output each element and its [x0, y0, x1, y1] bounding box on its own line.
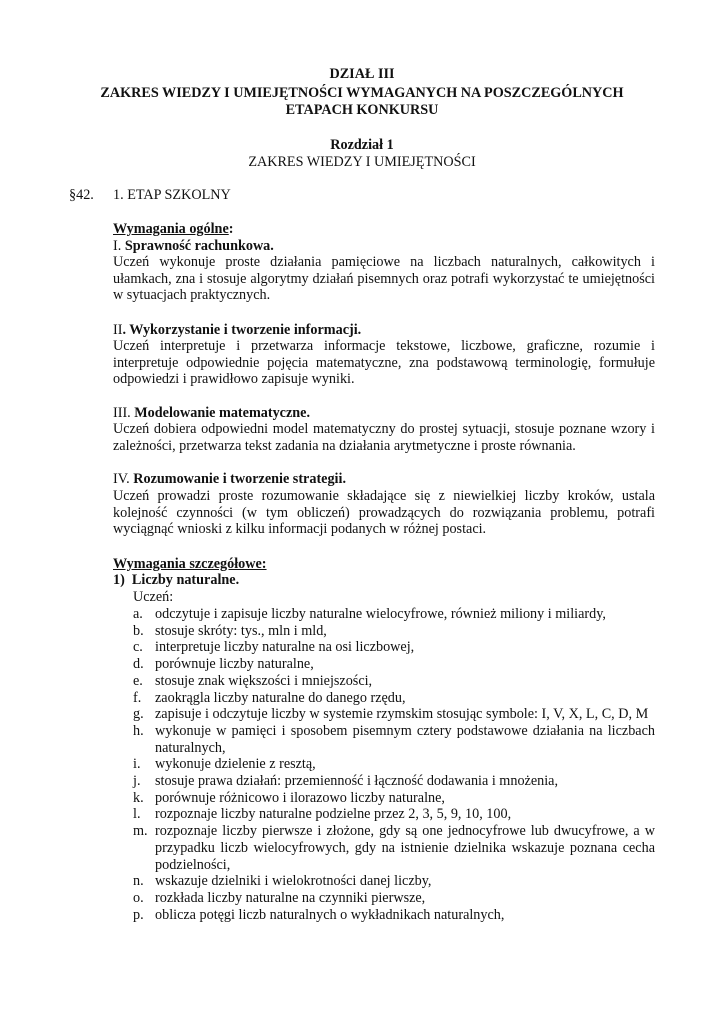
detailed-heading: Wymagania szczegółowe:	[113, 556, 267, 572]
list-item	[133, 656, 655, 673]
general-item-4-text: Uczeń prowadzi proste rozumowanie składające się z niewielkiej liczby kroków, ustala kolejność czynności (w tym obliczeń) prowadzących do rozwiązania problemu, potrafi wyciągnąć wnioski z kilku informacji podanych w różnej postaci.	[113, 488, 655, 538]
list-item-text: wykonuje dzielenie z resztą,	[155, 756, 316, 773]
general-item-2-numeral: II	[113, 322, 123, 338]
list-item-label: p.	[133, 906, 144, 923]
list-item-label: h.	[133, 722, 144, 739]
list-item	[133, 606, 655, 623]
chapter-label: Rozdział 1	[330, 137, 394, 153]
list-item	[133, 623, 655, 640]
general-item-1-heading	[113, 238, 274, 255]
general-item-2-title: . Wykorzystanie i tworzenie informacji.	[122, 322, 362, 338]
chapter-title: ZAKRES WIEDZY I UMIEJĘTNOŚCI	[248, 154, 476, 170]
list-item-text: rozpoznaje liczby naturalne podzielne przez 2, 3, 5, 9, 10, 100,	[155, 806, 512, 823]
list-item	[133, 723, 655, 756]
main-title-line2: ETAPACH KONKURSU	[285, 102, 439, 118]
list-item	[133, 890, 655, 907]
general-item-1-text: Uczeń wykonuje proste działania pamięciowe na liczbach naturalnych, całkowitych i ułamkach, zna i stosuje algorytmy działań pisemnych oraz potrafi wykorzystać te umiejętności w sytuacjach praktycznych.	[113, 254, 655, 304]
list-item-text: porównuje różnicowo i ilorazowo liczby naturalne,	[155, 789, 445, 806]
list-item-text: oblicza potęgi liczb naturalnych o wykładnikach naturalnych,	[155, 906, 505, 923]
list-item	[133, 773, 655, 790]
list-item-text: odczytuje i zapisuje liczby naturalne wielocyfrowe, również miliony i miliardy,	[155, 606, 606, 622]
list-item	[133, 690, 655, 707]
list-item-text: porównuje liczby naturalne,	[155, 656, 314, 673]
list-item-text: stosuje prawa działań: przemienność i łączność dodawania i mnożenia,	[155, 773, 559, 790]
list-item-text: stosuje znak większości i mniejszości,	[155, 672, 373, 689]
list-item-text: stosuje skróty: tys., mln i mld,	[155, 622, 327, 639]
list-item-text: wykonuje w pamięci i sposobem pisemnym cztery podstawowe działania na liczbach naturalnych,	[155, 722, 655, 756]
stage-title: 1. ETAP SZKOLNY	[113, 187, 231, 203]
list-item-label: b.	[133, 622, 144, 639]
list-item	[133, 673, 655, 690]
list-item-label: d.	[133, 656, 144, 673]
general-item-4-numeral: IV.	[113, 471, 130, 487]
list-item-text: rozkłada liczby naturalne na czynniki pierwsze,	[155, 889, 426, 906]
general-item-4-title: Rozumowanie i tworzenie strategii.	[133, 471, 346, 487]
section-title: DZIAŁ III	[329, 66, 395, 82]
main-title-line1: ZAKRES WIEDZY I UMIEJĘTNOŚCI WYMAGANYCH NA POSZCZEGÓLNYCH	[100, 85, 624, 101]
list-item-label: f.	[133, 689, 142, 706]
general-item-3-heading	[113, 405, 310, 422]
detailed-section-heading	[113, 572, 239, 589]
general-item-1-numeral: I.	[113, 238, 122, 254]
general-item-1-title: Sprawność rachunkowa.	[124, 238, 274, 254]
list-item-text: zaokrągla liczby naturalne do danego rzędu,	[155, 689, 406, 706]
list-item	[133, 823, 655, 873]
list-item-label: e.	[133, 672, 143, 689]
general-heading	[113, 221, 233, 238]
list-item-label: n.	[133, 873, 144, 890]
list-item-label: g.	[133, 706, 144, 723]
general-item-2-text: Uczeń interpretuje i przetwarza informacje tekstowe, liczbowe, graficzne, rozumie i interpretuje odpowiednie pojęcia matematyczne, zna podstawową terminologię, formułuje odpowiedzi i prawidłowo zapisuje wyniki.	[113, 338, 655, 388]
list-item-text: zapisuje i odczytuje liczby w systemie rzymskim stosując symbole: I, V, X, L, C, D, M	[155, 706, 649, 723]
list-item	[133, 756, 655, 773]
detailed-list	[133, 606, 655, 923]
list-item	[133, 639, 655, 656]
general-heading-colon: :	[228, 221, 234, 237]
list-item-label: c.	[133, 639, 143, 656]
list-item-label: m.	[133, 823, 148, 840]
list-item-label: a.	[133, 606, 143, 622]
list-item	[133, 873, 655, 890]
detailed-section-number: 1)	[113, 572, 125, 588]
list-item	[133, 706, 655, 723]
list-item-label: o.	[133, 889, 144, 906]
list-item-label: k.	[133, 789, 144, 806]
general-item-2-heading	[113, 322, 361, 339]
list-item-text: rozpoznaje liczby pierwsze i złożone, gdy są one jednocyfrowe lub dwucyfrowe, a w przypadku liczb wielocyfrowych, gdy na istnienie dzielnika wskazuje poznana cecha podzielności,	[155, 823, 655, 873]
list-item-label: l.	[133, 806, 141, 823]
list-item-label: i.	[133, 756, 141, 773]
list-item-text: wskazuje dzielniki i wielokrotności danej liczby,	[155, 873, 432, 890]
general-item-3-text: Uczeń dobiera odpowiedni model matematyczny do prostej sytuacji, stosuje poznane wzory i zależności, przetwarza tekst zadania na działania arytmetyczne i proste równania.	[113, 421, 655, 454]
list-item-label: j.	[133, 773, 141, 790]
detailed-section-title: Liczby naturalne.	[131, 572, 240, 588]
list-item	[133, 907, 655, 924]
list-item-text: interpretuje liczby naturalne na osi liczbowej,	[155, 639, 415, 656]
general-item-3-numeral: III.	[113, 405, 131, 421]
general-item-4-heading	[113, 471, 346, 488]
general-item-3-title: Modelowanie matematyczne.	[134, 405, 310, 421]
list-item	[133, 790, 655, 807]
list-item	[133, 806, 655, 823]
detailed-intro: Uczeń:	[133, 589, 174, 605]
paragraph-number: §42.	[69, 187, 94, 203]
general-heading-text: Wymagania ogólne	[113, 221, 229, 237]
